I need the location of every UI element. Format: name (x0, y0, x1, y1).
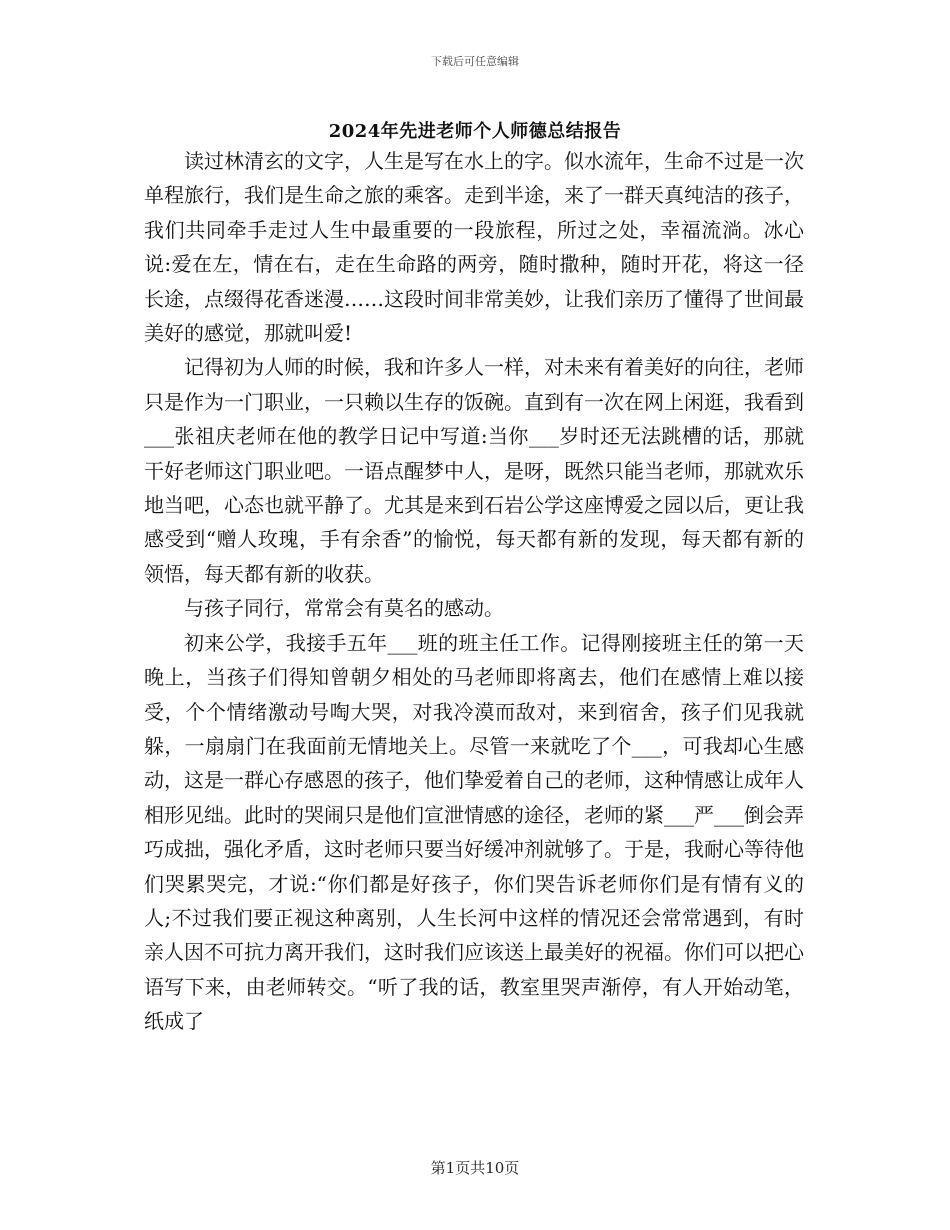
page-footer: 第1页共10页 (430, 1159, 520, 1177)
paragraph-3: 与孩子同行，常常会有莫名的感动。 (184, 596, 504, 621)
document-body (144, 144, 804, 1039)
header-note: 下载后可任意编辑 (431, 55, 519, 68)
document-title: 2024年先进老师个人师德总结报告 (328, 121, 622, 142)
paragraph-2: 记得初为人师的时候，我和许多人一样，对未来有着美好的向往，老师只是作为一门职业，一只赖以生存的饭碗。直到有一次在网上闲逛，我看到___张祖庆老师在他的教学日记中写道:当你___岁时还无法跳槽的话，那就干好老师这门职业吧。一语点醒梦中人，是呀，既然只能当老师，那就欢乐地当吧，心态也就平静了。尤其是来到石岩公学这座博爱之园以后，更让我感受到“赠人玫瑰，手有余香”的愉悦，每天都有新的发现，每天都有新的领悟，每天都有新的收获。 (144, 355, 804, 586)
paragraph-1: 读过林清玄的文字，人生是写在水上的字。似水流年，生命不过是一次单程旅行，我们是生命之旅的乘客。走到半途，来了一群天真纯洁的孩子，我们共同牵手走过人生中最重要的一段旅程，所过之处，幸福流淌。冰心说:爱在左，情在右，走在生命路的两旁，随时撒种，随时开花，将这一径长途，点缀得花香迷漫……这段时间非常美妙，让我们亲历了懂得了世间最美好的感觉，那就叫爱! (144, 149, 804, 346)
paragraph-4: 初来公学，我接手五年___班的班主任工作。记得刚接班主任的第一天晚上，当孩子们得知曾朝夕相处的马老师即将离去，他们在感情上难以接受，个个情绪激动号啕大哭，对我冷漠而敌对，来到宿舍，孩子们见我就躲，一扇扇门在我面前无情地关上。尽管一来就吃了个___，可我却心生感动，这是一群心存感恩的孩子，他们挚爱着自己的老师，这种情感让成年人相形见绌。此时的哭闹只是他们宣泄情感的途径，老师的紧___严___倒会弄巧成拙，强化矛盾，这时老师只要当好缓冲剂就够了。于是，我耐心等待他们哭累哭完，才说:“你们都是好孩子，你们哭告诉老师你们是有情有义的人;不过我们要正视这种离别，人生长河中这样的情况还会常常遇到，有时亲人因不可抗力离开我们，这时我们应该送上最美好的祝福。你们可以把心语写下来，由老师转交。“听了我的话，教室里哭声渐停，有人开始动笔，纸成了 (144, 630, 804, 1034)
